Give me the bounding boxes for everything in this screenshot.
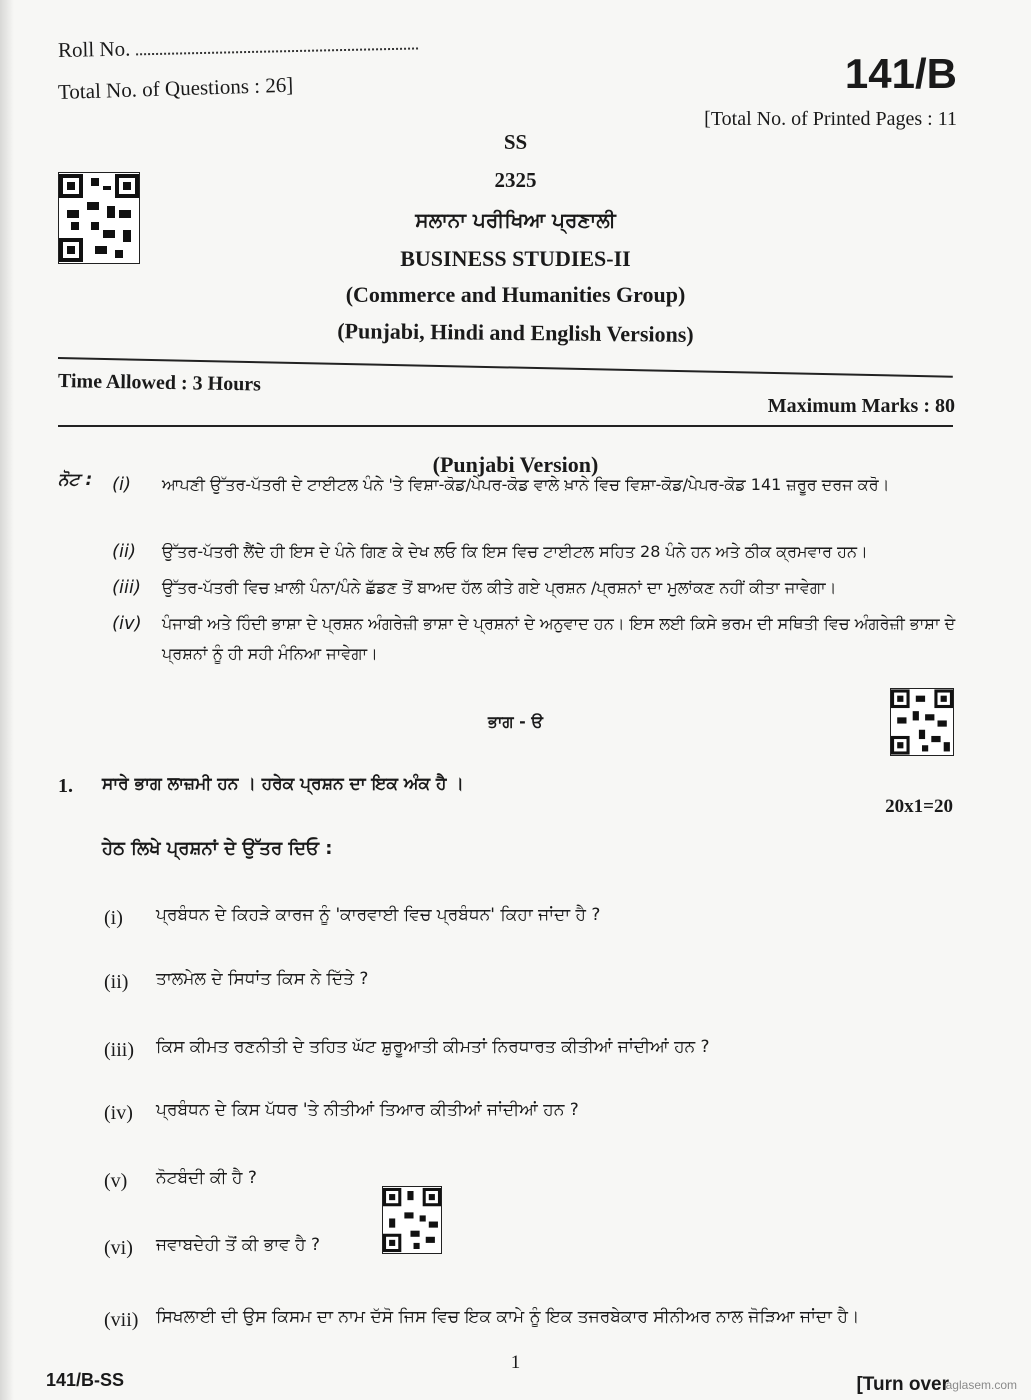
total-questions: Total No. of Questions : 26] (57, 72, 294, 104)
note-item (112, 573, 962, 603)
sub-question-index: (v) (104, 1170, 128, 1192)
paper-code: 141/B (844, 50, 957, 97)
note-index: (iii) (112, 577, 142, 598)
maximum-marks: Maximum Marks : 80 (767, 395, 955, 417)
question-number: 1. (58, 775, 73, 797)
note-index: (ii) (112, 541, 137, 562)
qr-code-bottom (382, 1186, 442, 1254)
sub-question-text: ਜਵਾਬਦੇਹੀ ਤੋਂ ਕੀ ਭਾਵ ਹੈ ? (156, 1235, 321, 1255)
question-marks: 20x1=20 (885, 796, 953, 817)
note-item (112, 470, 962, 530)
question-instruction: ਹੇਠ ਲਿਖੇ ਪ੍ਰਸ਼ਨਾਂ ਦੇ ਉੱਤਰ ਦਿਓ : (102, 838, 333, 859)
sub-question-text: ਕਿਸ ਕੀਮਤ ਰਣਨੀਤੀ ਦੇ ਤਹਿਤ ਘੱਟ ਸ਼ੁਰੂਆਤੀ ਕੀਮਤਾਂ ਨਿਰਧਾਰਤ ਕੀਤੀਆਂ ਜਾਂਦੀਆਂ ਹਨ ? (156, 1037, 710, 1057)
note-item (112, 537, 962, 567)
note-index: (iv) (112, 613, 142, 634)
note-text: ਉੱਤਰ-ਪੱਤਰੀ ਲੈਂਦੇ ਹੀ ਇਸ ਦੇ ਪੰਨੇ ਗਿਣ ਕੇ ਦੇਖ ਲਓ ਕਿ ਇਸ ਵਿਚ ਟਾਈਟਲ ਸਹਿਤ 28 ਪੰਨੇ ਹਨ ਅਤੇ ਠੀਕ ਕ੍ਰਮਵਾਰ ਹਨ। (162, 542, 868, 561)
sub-question-text: ਸਿਖਲਾਈ ਦੀ ਉਸ ਕਿਸਮ ਦਾ ਨਾਮ ਦੱਸੋ ਜਿਸ ਵਿਚ ਇਕ ਕਾਮੇ ਨੂੰ ਇਕ ਤਜਰਬੇਕਾਰ ਸੀਨੀਅਰ ਨਾਲ ਜੋੜਿਆ ਜਾਂਦਾ ਹੈ। (156, 1307, 860, 1327)
series-label: SS (503, 130, 528, 154)
section-heading: ਭਾਗ - ੳ (488, 712, 543, 731)
turn-over: [Turn over (856, 1374, 949, 1395)
sub-question-text: ਪ੍ਰਬੰਧਨ ਦੇ ਕਿਹੜੇ ਕਾਰਜ ਨੂੰ 'ਕਾਰਵਾਈ ਵਿਚ ਪ੍ਰਬੰਧਨ' ਕਿਹਾ ਜਾਂਦਾ ਹੈ ? (156, 905, 601, 925)
time-allowed: Time Allowed : 3 Hours (57, 370, 262, 396)
system-title: ਸਲਾਨਾ ਪਰੀਖਿਆ ਪ੍ਰਣਾਲੀ (415, 208, 616, 232)
watermark: aglasem.com (945, 1378, 1017, 1392)
roll-dotted-line (136, 47, 418, 55)
sub-question-index: (ii) (104, 971, 129, 993)
sub-question-index: (i) (104, 907, 123, 929)
subject-title: BUSINESS STUDIES-II (400, 246, 631, 271)
note-item (112, 609, 962, 669)
group-label: (Commerce and Humanities Group) (345, 282, 686, 307)
note-text: ਉੱਤਰ-ਪੱਤਰੀ ਵਿਚ ਖ਼ਾਲੀ ਪੰਨਾ/ਪੰਨੇ ਛੱਡਣ ਤੋਂ ਬਾਅਦ ਹੱਲ ਕੀਤੇ ਗਏ ਪ੍ਰਸ਼ਨ /ਪ੍ਰਸ਼ਨਾਂ ਦਾ ਮੁਲਾਂਕਣ ਨਹੀਂ ਕੀਤਾ ਜਾਵੇਗਾ। (162, 578, 837, 597)
sub-question-index: (iii) (104, 1039, 134, 1061)
note-text: ਪੰਜਾਬੀ ਅਤੇ ਹਿੰਦੀ ਭਾਸ਼ਾ ਦੇ ਪ੍ਰਸ਼ਨ ਅੰਗਰੇਜ਼ੀ ਭਾਸ਼ਾ ਦੇ ਪ੍ਰਸ਼ਨਾਂ ਦੇ ਅਨੁਵਾਦ ਹਨ। ਇਸ ਲਈ ਕਿਸੇ ਭਰਮ ਦੀ ਸਥਿਤੀ ਵਿਚ ਅੰਗਰੇਜ਼ੀ ਭਾਸ਼ਾ ਦੇ ਪ੍ਰਸ਼ਨਾਂ ਨੂੰ ਹੀ ਸਹੀ ਮੰਨਿਆ ਜਾਵੇਗਾ। (162, 614, 956, 663)
page-number: 1 (510, 1352, 521, 1373)
note-text: ਆਪਣੀ ਉੱਤਰ-ਪੱਤਰੀ ਦੇ ਟਾਈਟਲ ਪੰਨੇ 'ਤੇ ਵਿਸ਼ਾ-ਕੋਡ/ਪੇਪਰ-ਕੋਡ ਵਾਲੇ ਖ਼ਾਨੇ ਵਿਚ ਵਿਸ਼ਾ-ਕੋਡ/ਪੇਪਰ-ਕੋਡ 141 ਜ਼ਰੂਰ ਦਰਜ ਕਰੋ। (162, 475, 890, 494)
sub-question-index: (vi) (104, 1237, 133, 1259)
footer-code: 141/B-SS (46, 1370, 125, 1390)
year-code: 2325 (494, 168, 537, 192)
versions-label: (Punjabi, Hindi and English Versions) (337, 318, 694, 347)
note-label: ਨੋਟ : (58, 470, 93, 490)
question-text: ਸਾਰੇ ਭਾਗ ਲਾਜ਼ਮੀ ਹਨ । ਹਰੇਕ ਪ੍ਰਸ਼ਨ ਦਾ ਇਕ ਅੰਕ ਹੈ । (102, 774, 464, 794)
sub-question-text: ਨੋਟਬੰਦੀ ਕੀ ਹੈ ? (156, 1168, 257, 1188)
sub-question-index: (iv) (104, 1102, 133, 1124)
sub-question-index: (vii) (104, 1309, 139, 1331)
version-heading: (Punjabi Version) (432, 452, 599, 477)
sub-question-text: ਪ੍ਰਬੰਧਨ ਦੇ ਕਿਸ ਪੱਧਰ 'ਤੇ ਨੀਤੀਆਂ ਤਿਆਰ ਕੀਤੀਆਂ ਜਾਂਦੀਆਂ ਹਨ ? (156, 1100, 579, 1120)
roll-label: Roll No. (57, 36, 131, 62)
printed-pages: [Total No. of Printed Pages : 11 (704, 108, 957, 130)
sub-question-text: ਤਾਲਮੇਲ ਦੇ ਸਿਧਾਂਤ ਕਿਸ ਨੇ ਦਿੱਤੇ ? (156, 969, 369, 989)
header-rule-bottom (58, 425, 953, 427)
roll-number-field (58, 30, 419, 63)
note-index: (i) (112, 474, 132, 495)
